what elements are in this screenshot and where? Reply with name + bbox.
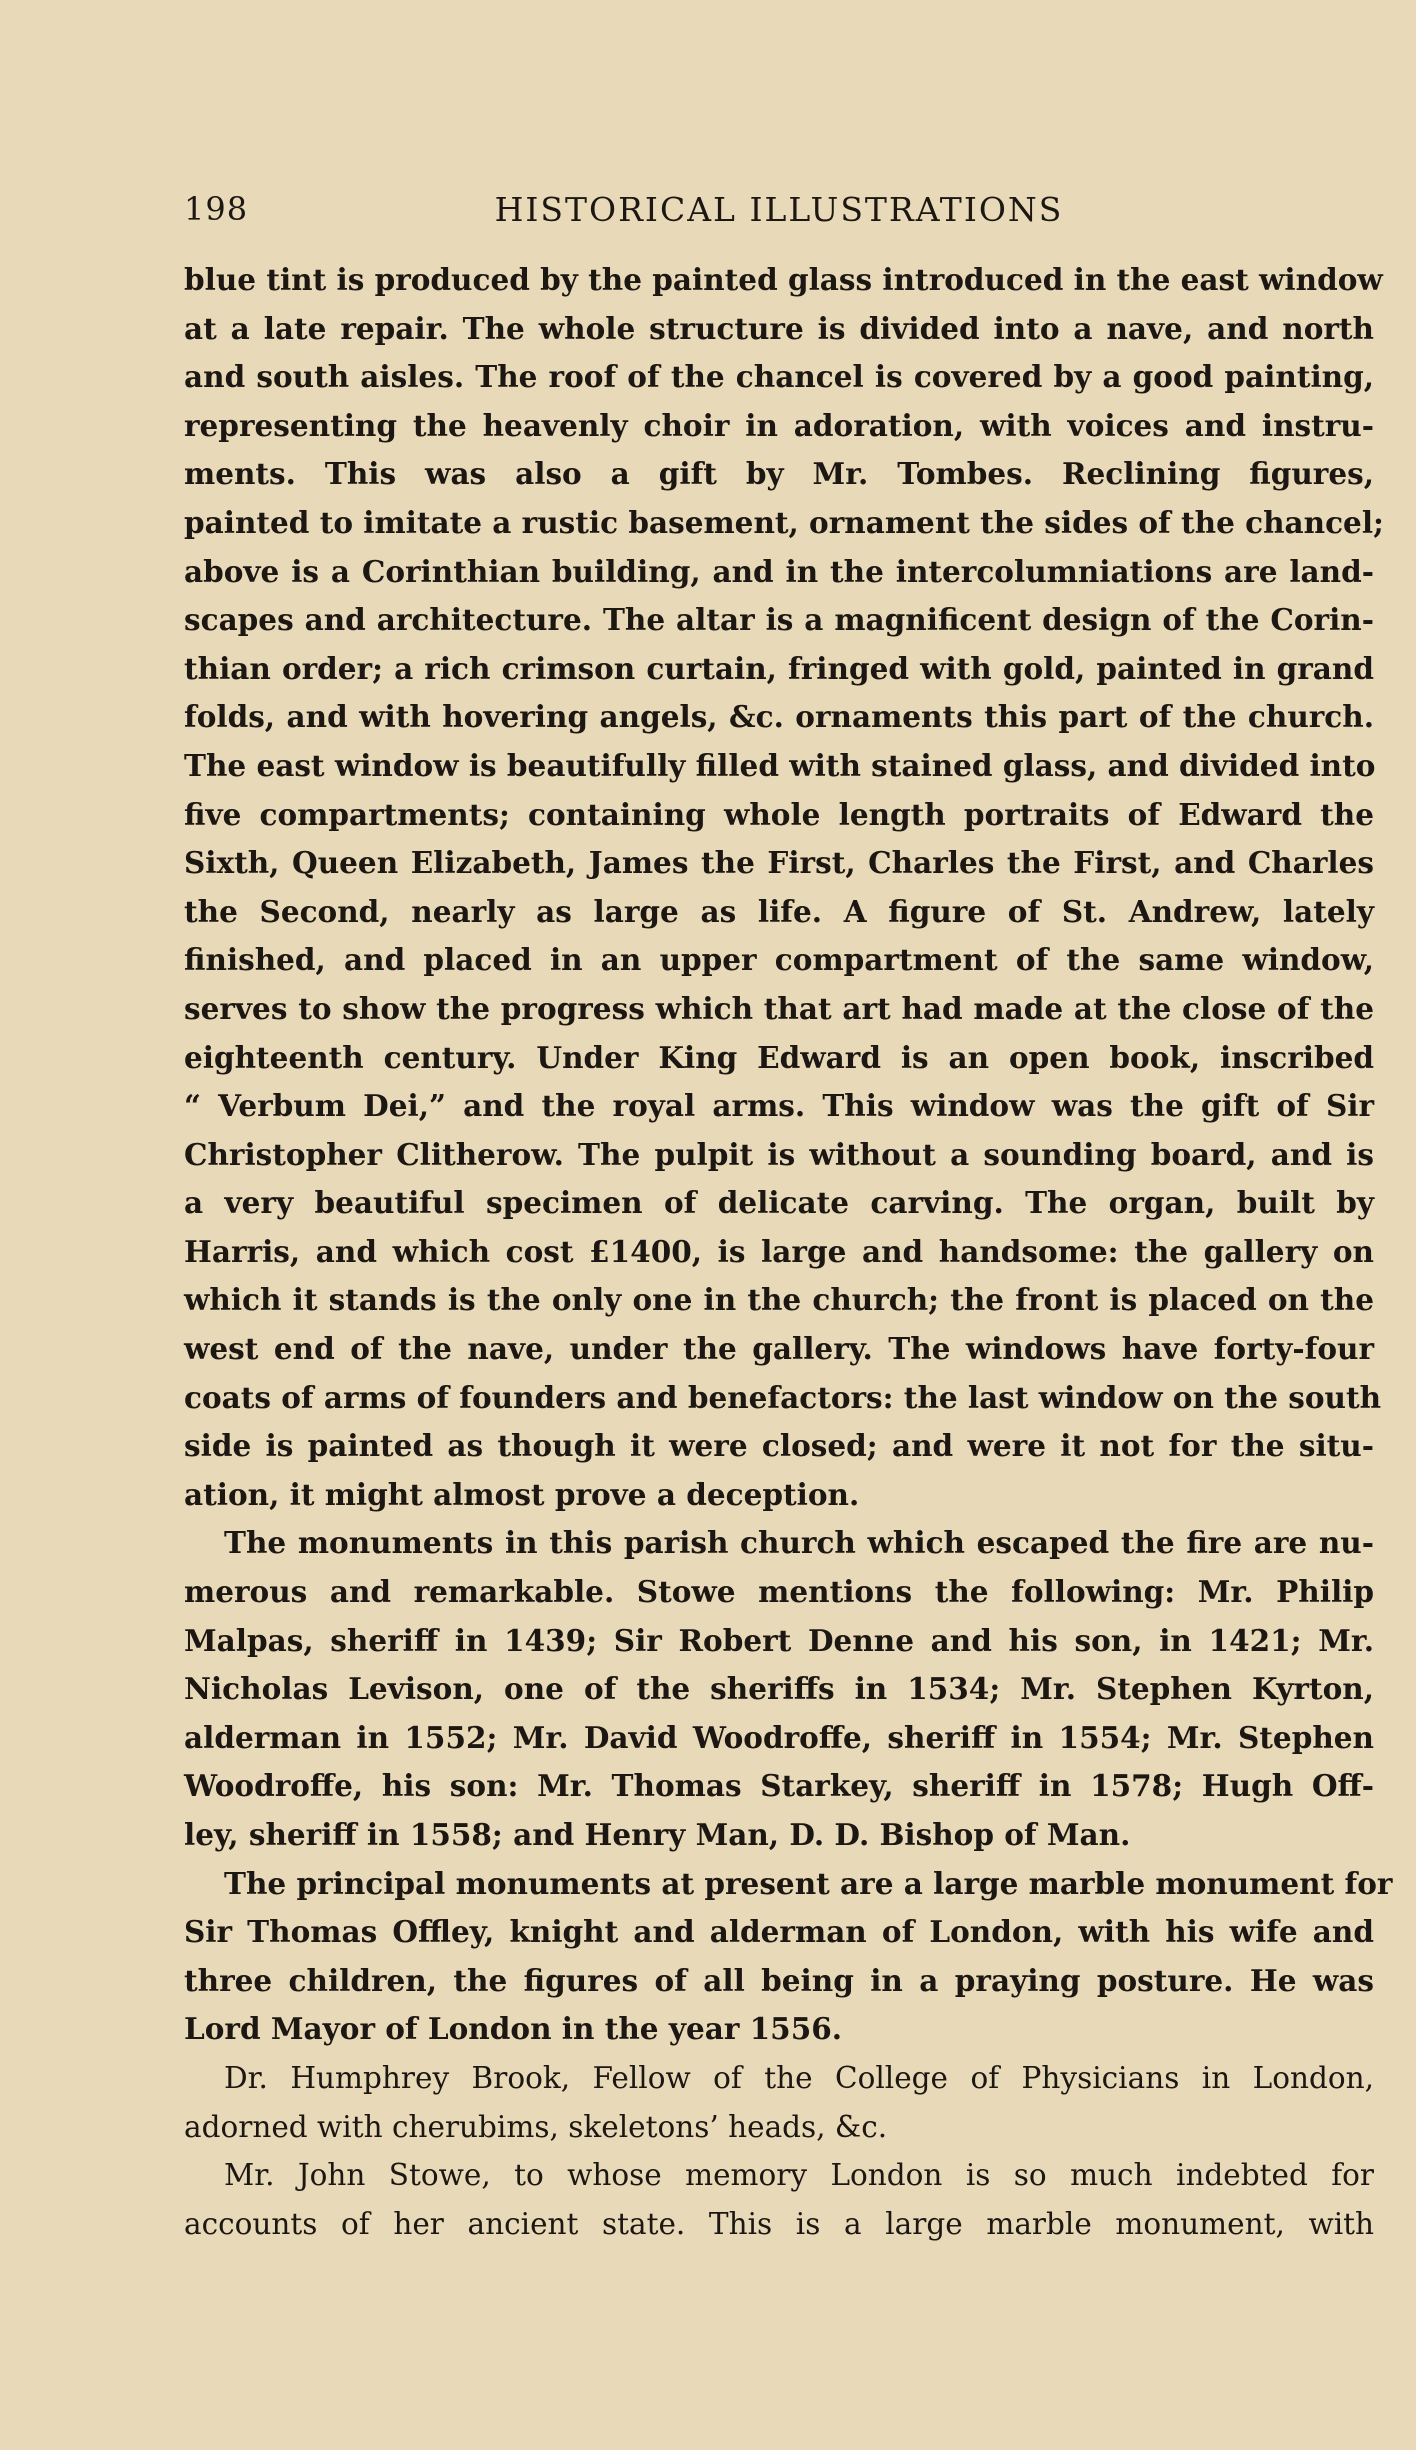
page-header xyxy=(184,190,1374,234)
running-title: HISTORICAL ILLUSTRATIONS xyxy=(494,190,1064,229)
text-line: five compartments; containing whole length portraits of Edward the xyxy=(184,796,1374,832)
text-line: blue tint is produced by the painted glass introduced in the east window xyxy=(184,262,1383,297)
text-line: accounts of her ancient state. This is a large marble monument, with xyxy=(184,2206,1374,2241)
text-line: alderman in 1552; Mr. David Woodroffe, sheriff in 1554; Mr. Stephen xyxy=(184,1719,1374,1755)
text-line: above is a Corinthian building, and in the intercolumniations are land- xyxy=(184,553,1374,589)
page-number: 198 xyxy=(184,190,249,228)
text-line: Nicholas Levison, one of the sheriffs in 1534; Mr. Stephen Kyrton, xyxy=(184,1671,1374,1707)
text-line: three children, the figures of all being in a praying posture. He was xyxy=(184,1962,1374,1998)
paragraph-offley-monument xyxy=(184,1860,1393,2054)
text-line: and south aisles. The roof of the chancel is covered by a good painting, xyxy=(184,359,1374,395)
text-line: the Second, nearly as large as life. A figure of St. Andrew, lately xyxy=(184,893,1374,929)
text-line: which it stands is the only one in the church; the front is placed on the xyxy=(184,1282,1374,1318)
text-line: The monuments in this parish church which escaped the fire are nu- xyxy=(224,1525,1374,1561)
text-line: serves to show the progress which that art had made at the close of the xyxy=(184,990,1374,1026)
text-line: ation, it might almost prove a deception. xyxy=(184,1476,860,1512)
text-line: scapes and architecture. The altar is a magnificent design of the Corin- xyxy=(184,602,1374,638)
text-line: “ Verbum Dei,” and the royal arms. This window was the gift of Sir xyxy=(184,1088,1374,1124)
text-line: Harris, and which cost £1400, is large and handsome: the gallery on xyxy=(184,1233,1374,1269)
text-line: folds, and with hovering angels, &c. ornaments this part of the church. xyxy=(184,699,1374,735)
text-line: painted to imitate a rustic basement, ornament the sides of the chancel; xyxy=(184,504,1384,540)
text-line: coats of arms of founders and benefactors: the last window on the south xyxy=(184,1379,1382,1415)
text-line: Malpas, sheriff in 1439; Sir Robert Denne and his son, in 1421; Mr. xyxy=(184,1622,1374,1658)
body-text xyxy=(184,256,1393,2248)
paragraph-church-interior xyxy=(184,256,1384,1519)
text-line: merous and remarkable. Stowe mentions the following: Mr. Philip xyxy=(184,1574,1374,1610)
text-line: ley, sheriff in 1558; and Henry Man, D. D. Bishop of Man. xyxy=(184,1817,1131,1852)
paragraph-stowe-monument xyxy=(184,2151,1374,2248)
text-line: a very beautiful specimen of delicate carving. The organ, built by xyxy=(184,1185,1374,1221)
text-line: Dr. Humphrey Brook, Fellow of the College of Physicians in London, xyxy=(224,2060,1374,2095)
text-line: Lord Mayor of London in the year 1556. xyxy=(184,2011,843,2047)
text-line: The east window is beautifully filled with stained glass, and divided into xyxy=(184,747,1376,783)
text-line: The principal monuments at present are a large marble monument for xyxy=(224,1865,1393,1901)
text-line: Christopher Clitherow. The pulpit is without a sounding board, and is xyxy=(184,1136,1374,1172)
text-line: eighteenth century. Under King Edward is an open book, inscribed xyxy=(184,1039,1374,1075)
paragraph-monuments-stowe xyxy=(184,1519,1374,1859)
text-line: Sir Thomas Offley, knight and alderman of London, with his wife and xyxy=(184,1914,1374,1950)
text-line: Woodroffe, his son: Mr. Thomas Starkey, sheriff in 1578; Hugh Off- xyxy=(184,1768,1374,1804)
text-line: west end of the nave, under the gallery. The windows have forty-four xyxy=(184,1331,1374,1367)
text-line: at a late repair. The whole structure is divided into a nave, and north xyxy=(184,310,1374,346)
text-line: Mr. John Stowe, to whose memory London is so much indebted for xyxy=(224,2158,1374,2193)
text-line: side is painted as though it were closed; and were it not for the situ- xyxy=(184,1428,1374,1464)
text-line: adorned with cherubims, skeletons’ heads, &c. xyxy=(184,2109,888,2144)
text-line: ments. This was also a gift by Mr. Tombes. Reclining figures, xyxy=(184,456,1374,492)
text-line: Sixth, Queen Elizabeth, James the First, Charles the First, and Charles xyxy=(184,845,1374,881)
text-line: finished, and placed in an upper compartment of the same window, xyxy=(184,942,1374,978)
text-line: representing the heavenly choir in adoration, with voices and instru- xyxy=(184,407,1374,443)
paragraph-brook-monument xyxy=(184,2054,1374,2151)
text-line: thian order; a rich crimson curtain, fringed with gold, painted in grand xyxy=(184,650,1374,686)
